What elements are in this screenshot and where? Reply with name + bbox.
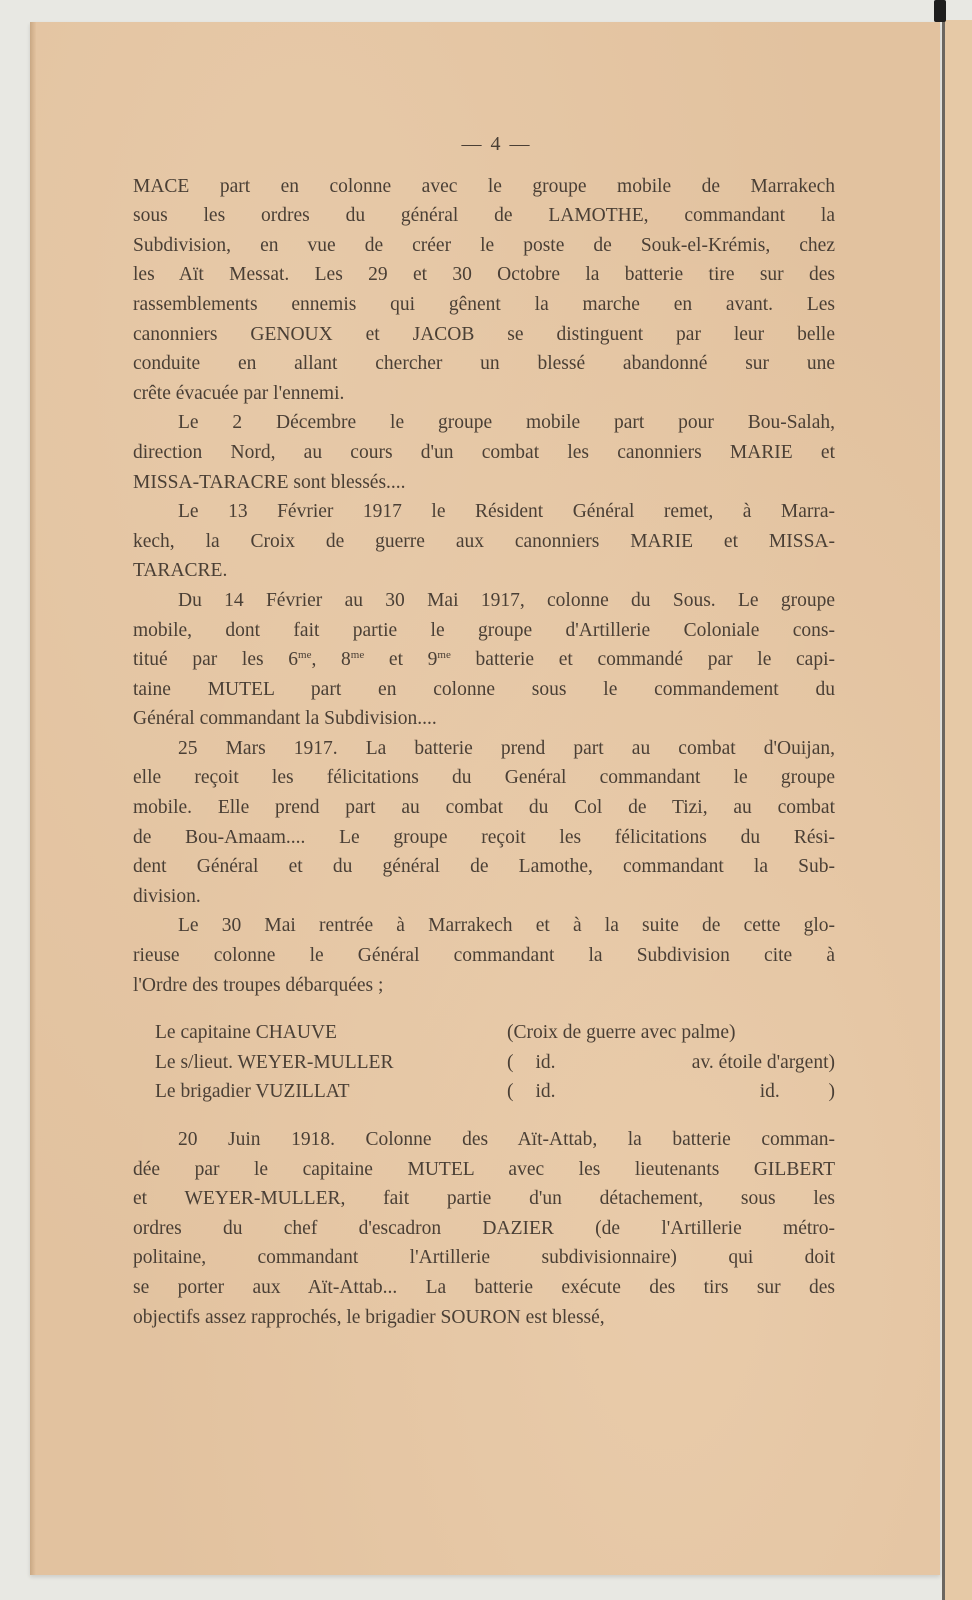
text-line: dée par le capitaine MUTEL avec les lieutenants GILBERT [133,1158,835,1180]
binding-clip [934,0,946,22]
adjacent-page-edge [945,20,972,1600]
award-detail: av. étoile d'argent) [691,1051,835,1073]
text-line: 20 Juin 1918. Colonne des Aït-Attab, la batterie comman- [178,1129,835,1150]
citation-name: Le capitaine CHAUVE [155,1022,337,1044]
text-line: crête évacuée par l'ennemi. [133,382,345,404]
text-line: elle reçoit les félicitations du Genéral commandant le groupe [133,767,835,789]
text-line: MACE part en colonne avec le groupe mobile de Marrakech [133,175,835,197]
closing-paragraph [133,1125,835,1332]
award-idem: id. [535,1081,556,1103]
citation-list [155,1018,835,1107]
paragraph [133,408,835,497]
text-line: Le 2 Décembre le groupe mobile part pour Bou-Salah, [178,412,835,434]
text-line: conduite en allant chercher un blessé abandonné sur une [133,353,835,375]
text-line: ordres du chef d'escadron DAZIER (de l'Artillerie métro- [133,1217,835,1239]
text-line: canonniers GENOUX et JACOB se distinguent par leur belle [133,323,835,345]
body-paragraphs [133,172,835,1001]
citation-row [155,1048,835,1078]
page-text-block [133,130,835,1332]
text-line: l'Ordre des troupes débarquées ; [133,974,384,996]
text-line: TARACRE. [133,560,228,582]
citation-row [155,1077,835,1107]
page-left-edge [30,22,36,1575]
text-line: les Aït Messat. Les 29 et 30 Octobre la batterie tire sur des [133,264,835,286]
paragraph [133,172,835,409]
text-line: rassemblements ennemis qui gênent la marche en avant. Les [133,293,835,315]
citation-award [507,1018,835,1048]
text-line: mobile, dont fait partie le groupe d'Artillerie Coloniale cons- [133,619,835,641]
text-line: Général commandant la Subdivision.... [133,708,437,730]
text-line: de Bou-Amaam.... Le groupe reçoit les félicitations du Rési- [133,826,835,848]
binding-fold-line [942,18,945,1600]
text-line: MISSA-TARACRE sont blessés.... [133,471,406,493]
award-open: ( [507,1081,514,1103]
citation-name: Le brigadier VUZILLAT [155,1081,350,1103]
text-line: Du 14 Février au 30 Mai 1917, colonne du Sous. Le groupe [178,589,835,611]
paragraph [133,1125,835,1332]
text-line: Le 13 Février 1917 le Résident Général remet, à Marra- [178,501,835,523]
paragraph [133,911,835,1000]
citation-name: Le s/lieut. WEYER-MULLER [155,1051,394,1073]
text-line: politaine, commandant l'Artillerie subdivisionnaire) qui doit [133,1247,835,1269]
text-line: mobile. Elle prend part au combat du Col de Tizi, au combat [133,797,835,819]
award-open: ( [507,1051,514,1073]
text-line: division. [133,885,201,907]
text-line: sous les ordres du général de LAMOTHE, commandant la [133,205,835,227]
citation-row [155,1018,835,1048]
text-line: dent Général et du général de Lamothe, commandant la Sub- [133,856,835,878]
text-line: et WEYER-MULLER, fait partie d'un détachement, sous les [133,1188,835,1210]
text-line: titué par les $6^{me}$, $8^{me}$ et $9^{me}$ batterie et commandé par le capi- [133,649,835,671]
text-line: se porter aux Aït-Attab... La batterie exécute des tirs sur des [133,1276,835,1298]
text-line: Le 30 Mai rentrée à Marrakech et à la suite de cette glo- [178,915,835,937]
text-line: rieuse colonne le Général commandant la Subdivision cite à [133,945,835,967]
paragraph [133,734,835,912]
text-line: direction Nord, au cours d'un combat les canonniers MARIE et [133,441,835,463]
paragraph [133,586,835,734]
award-idem: id. [535,1051,556,1073]
award-detail: id. ) [759,1081,835,1103]
text-line: 25 Mars 1917. La batterie prend part au combat d'Ouijan, [178,737,835,759]
text-line: objectifs assez rapprochés, le brigadier SOURON est blessé, [133,1306,605,1328]
citation-award [507,1048,835,1078]
text-line: kech, la Croix de guerre aux canonniers MARIE et MISSA- [133,530,835,552]
page-number: — 4 — [461,133,532,155]
paragraph [133,497,835,586]
text-line: Subdivision, en vue de créer le poste de Souk-el-Krémis, chez [133,234,835,256]
citation-award [507,1077,835,1107]
award-open: (Croix de guerre avec palme) [507,1022,736,1044]
text-line: taine MUTEL part en colonne sous le commandement du [133,678,835,700]
